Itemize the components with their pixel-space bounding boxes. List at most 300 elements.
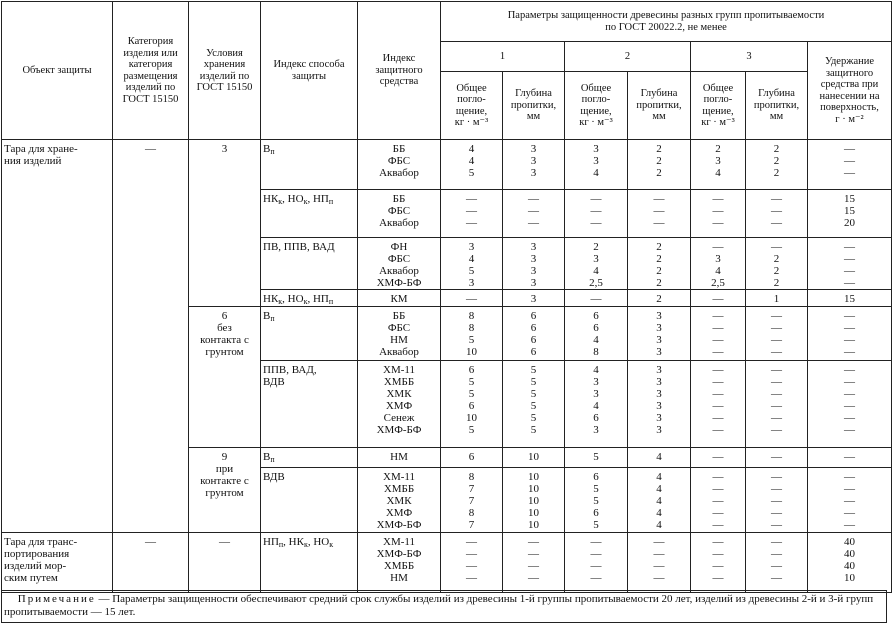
method-subscript: к [278,197,283,206]
value: 3 [530,155,537,167]
value: — [844,346,855,358]
value: 6 [468,364,475,376]
value-cell [628,468,691,533]
agent-name: ХМФ [385,507,413,519]
value: 10 [528,495,539,507]
value: 3 [530,143,537,155]
cell-line: щение, [455,105,488,117]
agent-name: Аквабор [379,167,419,179]
value: 2 [773,265,780,277]
cell-line: пропитки, [636,99,682,111]
value: — [771,346,782,358]
value-cell [565,140,628,190]
cell-line: щение, [580,105,612,117]
object-line: Тара для транс- [4,536,78,548]
value: 5 [593,451,599,463]
agent-name: ХМФ [385,400,413,412]
note-text: — Параметры защищенности обеспечивают средний срок службы изделий из древесины 1-й группы пропитываемости 20 лет, изделий из древесины 2-й и 3-й групп пропитываемости — 15 лет. [4,593,874,618]
cell-line: погло- [581,94,611,105]
value: 3 [530,167,537,179]
value-cell [628,533,691,593]
conditions-line: при [215,463,234,475]
object-line: ским путем [4,572,58,584]
method-code: НК [288,536,304,548]
table-body [2,140,892,593]
header-depth [628,72,691,140]
value: 20 [844,217,855,229]
value: 3 [715,155,721,167]
value: 8 [468,507,475,519]
value: — [844,412,855,424]
value: 5 [530,412,537,424]
value: — [590,548,602,560]
value: 4 [593,334,599,346]
value: — [844,451,855,463]
method-code: НП [263,536,279,548]
value: 8 [468,322,475,334]
cell-line: Условия [206,47,243,59]
conditions-line: — [219,536,230,548]
value: 5 [530,424,537,436]
agent-cell [358,361,441,448]
agent-name: Аквабор [379,217,419,229]
cell-line: средства [379,76,419,88]
agent-name: ФБС [387,322,411,334]
value-cell [503,533,565,593]
conditions-cell [189,140,261,307]
value: — [466,193,477,205]
value: 3 [593,388,599,400]
header-depth [746,72,808,140]
value: 2 [656,167,662,179]
value-cell [441,238,503,290]
value: — [771,451,782,463]
value: — [712,483,724,495]
value-cell [746,468,808,533]
value: 2 [656,143,662,155]
agent-name: ХМББ [383,376,415,388]
category-value: — [145,143,156,155]
object-cell [2,140,113,533]
conditions-line: грунтом [205,487,244,499]
value: 4 [656,451,662,463]
header-object-text: Объект защиты [22,64,92,76]
header-conditions [189,2,261,140]
conditions-line: 9 [221,451,228,463]
cell-line: кг · м⁻³ [701,117,735,128]
value-cell [565,190,628,238]
agent-name: ББ [392,143,406,155]
value: 3 [715,253,721,265]
header-method [261,2,358,140]
value: — [712,310,724,322]
value: — [466,293,477,305]
cell-line: Глубина [515,88,552,100]
value: — [590,205,602,217]
value-cell [691,448,746,468]
value: 5 [468,167,475,179]
value-cell [746,448,808,468]
value: — [844,364,855,376]
value: — [771,471,782,483]
value: — [771,519,782,531]
value: — [712,241,724,253]
value: — [466,548,477,560]
conditions-line: контакта с [200,334,249,346]
value: 3 [656,346,662,358]
value-cell [628,361,691,448]
value: — [771,322,782,334]
header-agent [358,2,441,140]
cell-line: Глубина [758,88,795,100]
value: 6 [593,412,599,424]
value: — [712,293,724,305]
value: 15 [844,193,855,205]
value-cell [628,290,691,307]
value: — [844,310,855,322]
cell-line: хранения [203,59,246,70]
value: — [771,483,782,495]
value-cell [628,307,691,361]
value: — [528,205,539,217]
value: — [771,536,782,548]
cell-line: пропитки, [510,99,557,111]
header-retention [808,42,892,140]
cell-line: ГОСТ 15150 [122,93,179,105]
method-subscript: к [303,197,308,206]
value: 10 [844,572,855,584]
agent-cell [358,140,441,190]
value-cell [628,448,691,468]
value: — [466,217,477,229]
value: 2 [773,143,780,155]
object-line: Тара для хране- [4,143,78,155]
value: 2 [715,143,721,155]
value: 3 [656,376,662,388]
value: — [771,560,782,572]
value: 2,5 [589,277,603,289]
table-note [1,590,887,623]
value: 6 [530,310,537,322]
cell-line: изделия или [123,47,178,59]
method-cell: $НК_к$, $НО_к$, $НП_п$ [261,290,358,307]
agent-name: Сенеж [383,412,415,424]
value: 4 [468,253,475,265]
cell-line: Индекс [382,53,416,65]
value: 2 [773,155,780,167]
agent-name: ФБС [387,253,411,265]
value-cell [503,361,565,448]
method-cell [261,448,358,468]
value: — [771,507,782,519]
value: 2 [656,253,662,265]
value: 5 [468,334,475,346]
value: 2 [593,241,599,253]
value: — [844,155,855,167]
agent-cell [358,448,441,468]
conditions-cell [189,448,261,533]
header-absorption [441,72,503,140]
value: 5 [593,483,599,495]
agent-name: ХМ-11 [383,536,415,548]
value: 3 [593,155,599,167]
value: 4 [656,471,662,483]
value: — [712,205,724,217]
cell-line: изделий по [125,82,176,93]
value: 3 [530,277,537,289]
value-cell [808,533,892,593]
value-cell [503,140,565,190]
value: 3 [593,253,599,265]
category-value: — [145,536,156,548]
agent-name: КМ [390,293,408,305]
value: — [653,205,665,217]
group-number: 2 [624,50,631,62]
value-cell [441,290,503,307]
value: 2 [656,277,662,289]
value-cell [746,307,808,361]
value: — [844,143,855,155]
agent-cell [358,468,441,533]
cell-line: мм [652,111,666,123]
value: 6 [530,334,537,346]
value: — [712,217,724,229]
value: — [844,519,855,531]
value: 5 [530,376,537,388]
value: 6 [593,471,599,483]
value-cell [746,290,808,307]
value: 3 [656,364,662,376]
value: 10 [528,483,539,495]
agent-name: ХМББ [383,483,415,495]
value-cell [441,448,503,468]
value: 4 [656,483,662,495]
value: — [844,483,855,495]
method-cell [261,307,358,361]
value: 4 [593,400,599,412]
table-row [2,140,892,190]
cell-line: защитного [825,67,874,79]
value: — [712,451,724,463]
value: — [590,293,602,305]
value-cell [441,140,503,190]
agent-name: ХМК [386,388,412,400]
agent-cell [358,290,441,307]
agent-name: ХМК [386,495,412,507]
agent-cell [358,307,441,361]
header-absorption [691,72,746,140]
value: — [466,560,477,572]
value: — [844,241,855,253]
value: 4 [656,495,662,507]
value: — [653,536,665,548]
agent-name: ХМФ-БФ [376,424,422,436]
method-code: ВДВ [263,376,285,388]
value-cell [565,238,628,290]
method-code: В [263,143,271,155]
value: 5 [468,265,475,277]
value-cell [565,448,628,468]
conditions-cell [189,307,261,448]
value-cell [808,361,892,448]
value: 3 [530,253,537,265]
value: — [771,310,782,322]
value-cell [746,238,808,290]
value: 4 [593,167,599,179]
value: 6 [593,507,599,519]
agent-name: ХМФ-БФ [376,548,422,560]
value-cell [808,290,892,307]
header-absorption [565,72,628,140]
cell-line: средства при [820,79,879,90]
value-cell [503,238,565,290]
method-cell: $НК_к$, $НО_к$, $НП_п$ [261,190,358,238]
value: — [653,572,665,584]
note-label: Примечание [17,593,96,605]
cell-line: пропитки, [753,99,800,111]
header-group-2 [565,42,691,72]
value-cell [691,140,746,190]
group-number: 1 [499,50,506,62]
value: — [712,388,724,400]
value: — [712,471,724,483]
value-cell [808,190,892,238]
value: — [528,217,539,229]
table-header [2,2,892,140]
agent-name: ХМ-11 [383,364,415,376]
value: 15 [844,293,855,305]
value: — [653,217,665,229]
cell-line: нанесении на [819,90,880,102]
value: 5 [468,388,475,400]
method-subscript: к [303,540,308,549]
value: — [590,193,602,205]
value: 3 [656,412,662,424]
agent-name: ФБС [387,155,411,167]
value: 3 [656,400,662,412]
cell-line: ГОСТ 15150 [196,82,253,93]
value: — [844,400,855,412]
agent-name: НМ [390,334,408,346]
value: 3 [656,334,662,346]
value: — [712,572,724,584]
value: — [712,193,724,205]
protection-parameters-table [1,1,892,593]
header-object [2,2,113,140]
value: 7 [468,495,475,507]
table-row [2,533,892,593]
value: — [712,560,724,572]
group-number: 3 [746,50,752,62]
value: — [590,536,602,548]
value: — [771,572,782,584]
value: 1 [773,293,780,305]
value: 6 [530,346,537,358]
cell-line: г · м⁻² [835,113,864,125]
value: 3 [656,310,662,322]
value: — [771,334,782,346]
method-cell [261,468,358,533]
value: 3 [530,265,537,277]
value: 5 [468,424,475,436]
value-cell [628,140,691,190]
agent-name: ХМББ [383,560,415,572]
value-cell [503,468,565,533]
value: — [712,400,724,412]
value: 2 [656,293,662,305]
agent-name: НМ [390,572,408,584]
value-cell [808,238,892,290]
agent-name: Аквабор [379,346,419,358]
cell-line: поверхность, [820,102,879,113]
conditions-line: грунтом [205,346,244,358]
value: — [844,167,855,179]
value: — [844,253,855,265]
value: — [712,376,724,388]
conditions-line: 3 [221,143,228,155]
value-cell [441,533,503,593]
method-subscript: п [328,197,334,206]
method-subscript: п [270,147,275,156]
value: 10 [528,451,539,463]
value: 10 [528,519,539,531]
value: 8 [468,471,475,483]
value: — [844,265,855,277]
cell-line: Удержание [824,56,875,67]
value: — [712,548,724,560]
method-code: В [263,451,271,463]
value-cell [808,307,892,361]
cell-line: Параметры защищенности древесины разных групп пропитываемости [507,10,825,21]
conditions-line: контакте с [200,475,249,487]
method-subscript: п [328,297,334,306]
header-group-3 [691,42,808,72]
cell-line: кг · м⁻³ [454,117,489,128]
value: — [771,388,782,400]
value: — [466,205,477,217]
value-cell [691,361,746,448]
method-cell [261,361,358,448]
value: — [712,412,724,424]
value: — [771,424,782,436]
method-code: НК [263,193,279,205]
cell-line: Глубина [640,88,678,100]
value: 4 [715,265,721,277]
agent-name: ХМФ-БФ [376,277,422,289]
category-cell [113,140,189,533]
value: — [528,560,539,572]
method-code: ВДВ [263,471,285,483]
cell-line: щение, [702,105,734,117]
value-cell [691,290,746,307]
value-cell [565,307,628,361]
value-cell [503,448,565,468]
value: — [771,412,782,424]
value-cell [808,140,892,190]
header-method-text: Индекс способа защиты [273,59,345,82]
value: — [712,364,724,376]
value: 4 [593,265,599,277]
category-cell [113,533,189,593]
value: — [771,217,782,229]
method-subscript: к [329,540,334,549]
header-row [2,2,892,42]
value: 2 [773,167,780,179]
value: 3 [530,293,537,305]
value-cell [628,238,691,290]
method-code: НО [287,293,304,305]
cell-line: кг · м⁻³ [579,117,613,128]
